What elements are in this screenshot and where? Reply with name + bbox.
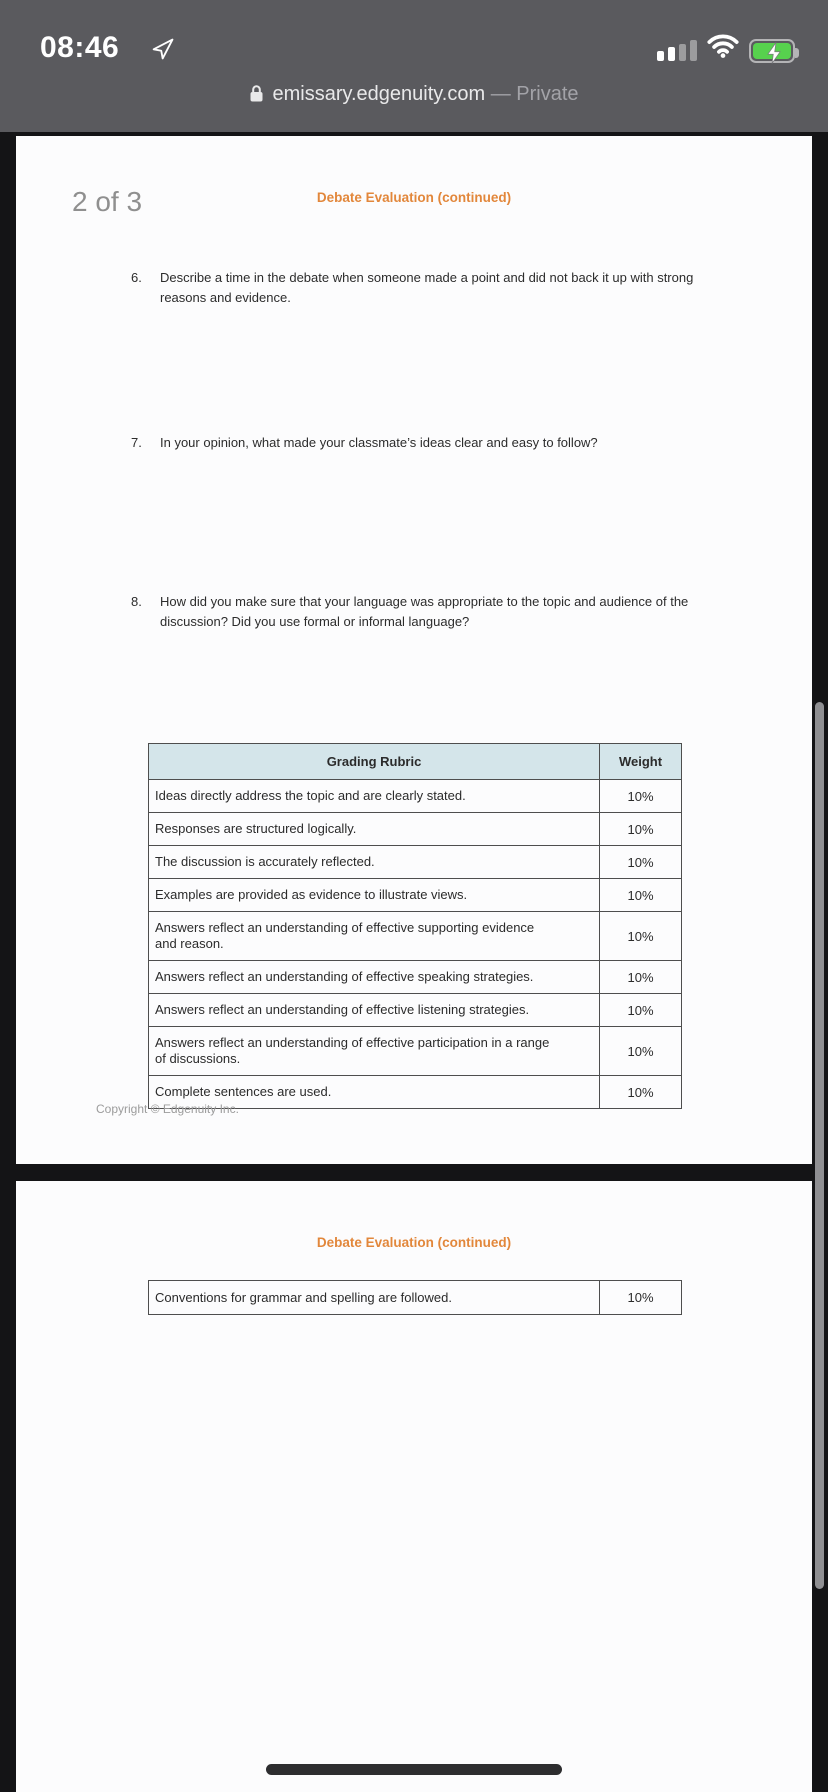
rubric-weight: 10% <box>600 879 682 912</box>
rubric-header-grading: Grading Rubric <box>149 744 600 780</box>
rubric-weight: 10% <box>600 846 682 879</box>
grading-rubric-table-continued <box>148 1280 682 1315</box>
location-arrow-icon <box>152 38 174 60</box>
grading-rubric-table <box>148 743 682 1109</box>
rubric-row <box>149 813 682 846</box>
document-title: Debate Evaluation (continued) <box>316 1235 512 1250</box>
pdf-page-3 <box>16 1181 812 1792</box>
lock-icon <box>249 84 264 109</box>
battery-charging-icon <box>749 39 795 63</box>
home-indicator[interactable] <box>266 1764 562 1775</box>
wifi-icon <box>707 34 739 63</box>
rubric-weight: 10% <box>600 1076 682 1109</box>
rubric-weight: 10% <box>600 994 682 1027</box>
rubric-row <box>149 912 682 961</box>
question-number: 8. <box>131 594 142 609</box>
question-number: 6. <box>131 270 142 285</box>
rubric-header-row <box>149 744 682 780</box>
question-8 <box>131 592 700 632</box>
rubric-criterion: Answers reflect an understanding of effective supporting evidence and reason. <box>149 912 600 961</box>
rubric-criterion: Answers reflect an understanding of effective speaking strategies. <box>149 961 600 994</box>
rubric-criterion: Complete sentences are used. <box>149 1076 600 1109</box>
rubric-weight: 10% <box>600 813 682 846</box>
rubric-criterion: Responses are structured logically. <box>149 813 600 846</box>
pdf-page-2 <box>16 136 812 1164</box>
cellular-signal-icon <box>657 40 697 61</box>
scrollbar-thumb[interactable] <box>815 702 824 1589</box>
safari-chrome <box>0 0 828 132</box>
status-icons <box>657 36 795 64</box>
rubric-weight: 10% <box>600 961 682 994</box>
rubric-criterion: Examples are provided as evidence to illustrate views. <box>149 879 600 912</box>
rubric-criterion: Answers reflect an understanding of effective participation in a range of discussions. <box>149 1027 600 1076</box>
rubric-weight: 10% <box>600 1027 682 1076</box>
rubric-weight: 10% <box>600 1281 682 1315</box>
status-time: 08:46 <box>40 31 120 64</box>
url-privacy-label: Private <box>516 83 579 105</box>
url-bar[interactable] <box>0 83 828 117</box>
rubric-row <box>149 846 682 879</box>
copyright-notice: Copyright © Edgenuity Inc. <box>96 1102 239 1116</box>
rubric-row <box>149 1281 682 1315</box>
url-domain: emissary.edgenuity.com <box>272 83 486 105</box>
question-7 <box>131 433 598 453</box>
url-separator: — <box>490 83 511 105</box>
rubric-row <box>149 1027 682 1076</box>
document-title: Debate Evaluation (continued) <box>316 190 512 205</box>
rubric-criterion: Conventions for grammar and spelling are followed. <box>149 1281 600 1315</box>
question-text: In your opinion, what made your classmate’s ideas clear and easy to follow? <box>160 435 598 450</box>
rubric-criterion: Answers reflect an understanding of effective listening strategies. <box>149 994 600 1027</box>
rubric-row <box>149 961 682 994</box>
pdf-viewport[interactable] <box>0 132 828 1792</box>
rubric-row <box>149 780 682 813</box>
rubric-weight: 10% <box>600 780 682 813</box>
question-text: Describe a time in the debate when someone made a point and did not back it up with strong reasons and evidence. <box>160 270 694 305</box>
rubric-criterion: Ideas directly address the topic and are clearly stated. <box>149 780 600 813</box>
rubric-weight: 10% <box>600 912 682 961</box>
rubric-criterion: The discussion is accurately reflected. <box>149 846 600 879</box>
question-number: 7. <box>131 435 142 450</box>
rubric-header-weight: Weight <box>600 744 682 780</box>
rubric-row <box>149 994 682 1027</box>
question-6 <box>131 268 700 308</box>
page-indicator: 2 of 3 <box>72 186 143 217</box>
rubric-row <box>149 879 682 912</box>
question-text: How did you make sure that your language was appropriate to the topic and audience of the discussion? Did you use formal or informal language? <box>160 594 689 629</box>
